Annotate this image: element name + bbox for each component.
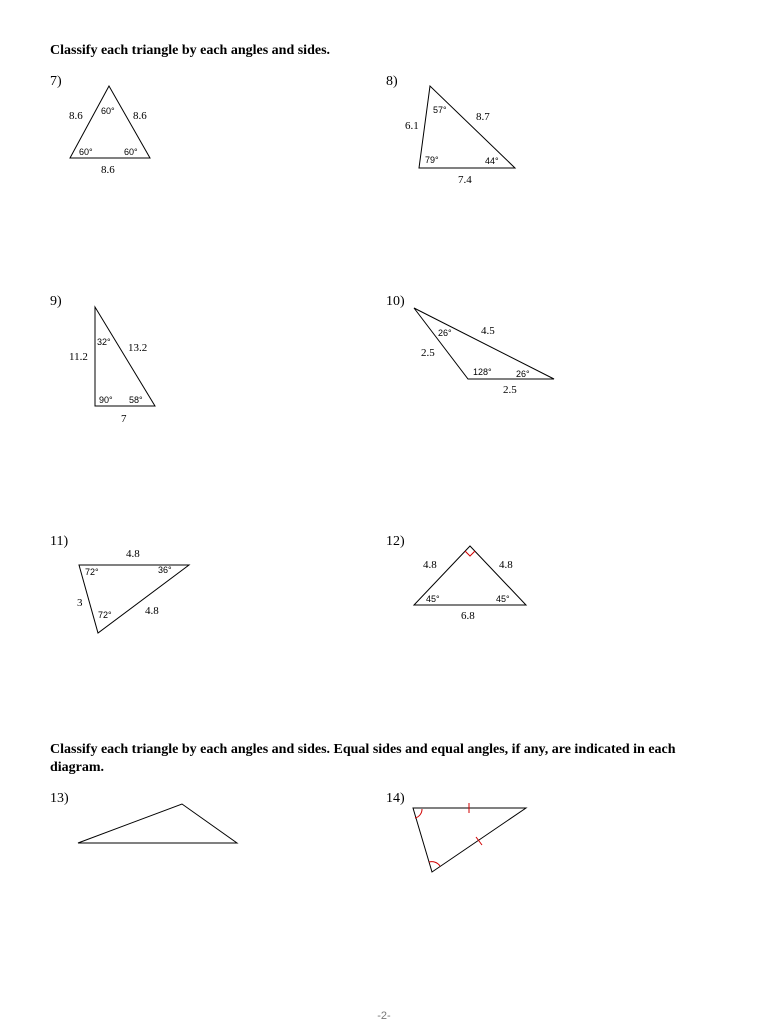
triangle-10-side-bottom: 2.5: [503, 384, 517, 396]
triangle-8-side-bottom: 7.4: [458, 174, 472, 186]
triangle-11-angle-right: 36°: [158, 565, 172, 575]
triangle-7: [69, 86, 150, 176]
triangle-8-angle-right: 44°: [485, 156, 499, 166]
triangle-11-side-left: 3: [77, 597, 83, 609]
triangle-8-angle-left: 79°: [425, 155, 439, 165]
triangle-11-side-right: 4.8: [145, 605, 159, 617]
triangle-11-side-top: 4.8: [126, 548, 140, 560]
page-number: -2-: [377, 1010, 391, 1022]
triangle-7-side-bottom: 8.6: [101, 164, 115, 176]
problem-13-number: 13): [50, 791, 69, 806]
triangle-8-side-right: 8.7: [476, 111, 490, 123]
problem-12-number: 12): [386, 534, 405, 549]
triangle-9-side-right: 13.2: [128, 342, 148, 354]
triangle-9-angle-left: 90°: [99, 395, 113, 405]
triangle-10-side-left: 2.5: [421, 347, 435, 359]
triangle-7-angle-right: 60°: [124, 147, 138, 157]
triangle-9-angle-top: 32°: [97, 337, 111, 347]
problem-7-number: 7): [50, 74, 62, 89]
triangle-14: [413, 803, 526, 872]
triangle-10-angle-right: 26°: [516, 369, 530, 379]
triangle-8: [405, 86, 515, 186]
problem-9-number: 9): [50, 294, 62, 309]
problem-11-number: 11): [50, 534, 69, 549]
problem-8-number: 8): [386, 74, 398, 89]
triangle-11-angle-left: 72°: [85, 567, 99, 577]
triangle-9-angle-right: 58°: [129, 395, 143, 405]
triangle-7-angle-left: 60°: [79, 147, 93, 157]
problem-14-number: 14): [386, 791, 405, 806]
triangle-7-side-right: 8.6: [133, 110, 147, 122]
triangle-10-angle-bottom: 128°: [473, 367, 492, 377]
triangle-12-side-right: 4.8: [499, 559, 513, 571]
triangle-10-angle-left: 26°: [438, 328, 452, 338]
instructions-part1: Classify each triangle by each angles and sides.: [50, 43, 331, 58]
equal-angle-arc-bottom-icon: [429, 862, 440, 866]
triangle-12: [414, 546, 526, 622]
triangle-8-angle-top: 57°: [433, 105, 447, 115]
triangle-9-side-left: 11.2: [69, 351, 88, 363]
triangle-8-side-left: 6.1: [405, 120, 419, 132]
triangle-9: [69, 307, 155, 425]
problem-10-number: 10): [386, 294, 405, 309]
triangle-13: [78, 804, 237, 843]
triangle-12-side-left: 4.8: [423, 559, 437, 571]
triangle-11: [77, 548, 189, 633]
triangle-12-angle-right: 45°: [496, 594, 510, 604]
triangle-10: [414, 308, 554, 396]
triangle-13-outline: [78, 804, 237, 843]
triangle-9-side-bottom: 7: [121, 413, 127, 425]
triangle-11-angle-bottom: 72°: [98, 610, 112, 620]
triangle-14-outline: [413, 808, 526, 872]
triangle-7-angle-top: 60°: [101, 106, 115, 116]
right-angle-marker-icon: [465, 551, 475, 556]
triangle-9-outline: [95, 307, 155, 406]
instructions-part2: Classify each triangle by each angles and sides. Equal sides and equal angles, if any, are indicated in each diagram.: [50, 742, 676, 775]
triangle-12-angle-left: 45°: [426, 594, 440, 604]
triangle-12-side-bottom: 6.8: [461, 610, 475, 622]
triangle-7-side-left: 8.6: [69, 110, 83, 122]
triangle-10-side-top: 4.5: [481, 325, 495, 337]
